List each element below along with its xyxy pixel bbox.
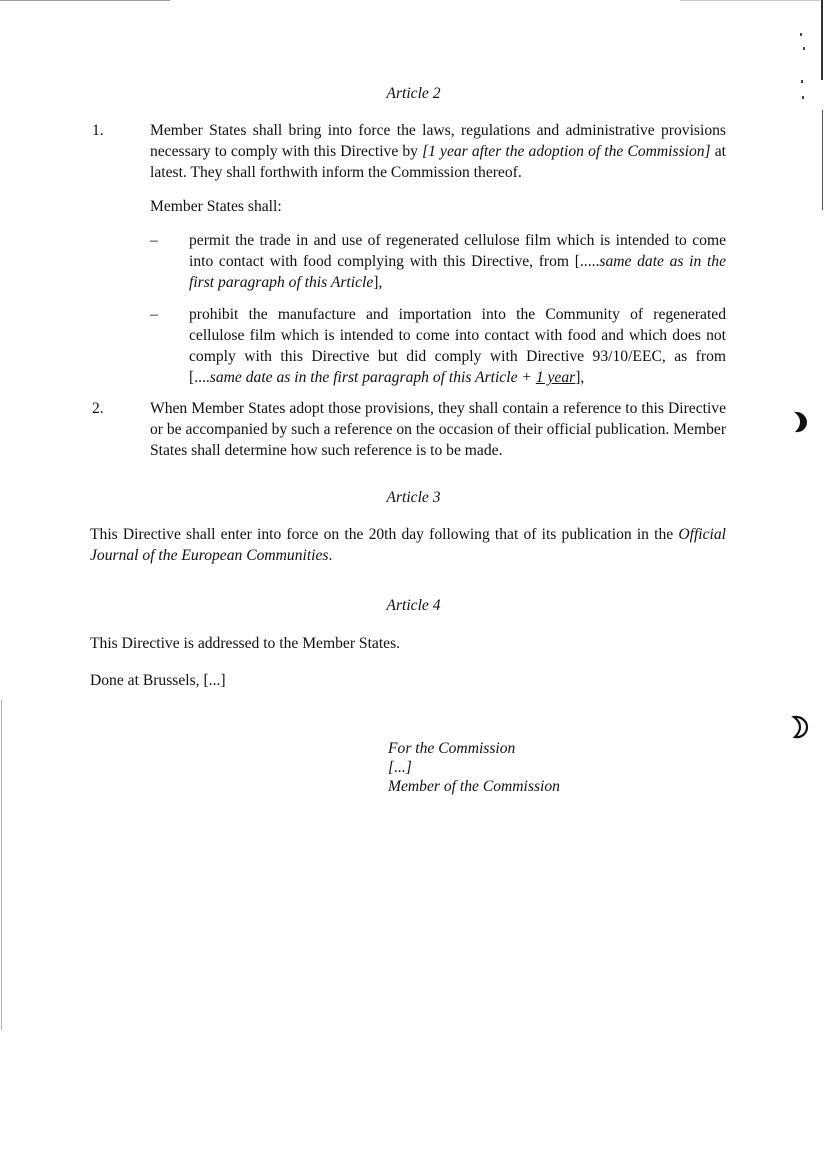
punch-hole-icon [788, 409, 810, 435]
scan-edge-left [1, 700, 2, 1030]
article-2-paragraph-2: When Member States adopt those provisions, they shall contain a reference to this Directive or be accompanied by such a reference on the occasion of their official publication. Member States shall determine how such reference is to be made. [150, 400, 727, 459]
signature-placeholder: [...] [388, 759, 412, 776]
article-2-bullet-1 [189, 230, 726, 293]
article-3-text-end: . [328, 547, 333, 564]
scan-speck [800, 33, 802, 36]
scan-edge-top [0, 0, 170, 1]
scan-speck [801, 80, 803, 83]
article-3-text: This Directive shall enter into force on the 20th day following that of its publication in the [90, 526, 679, 543]
bullet-dash: – [150, 232, 158, 249]
bullet-2-text: prohibit the manufacture and importation into the Community of regenerated cellulose film which is intended to come into contact with food and which does not comply with this Directive but did comply with Directive 93/10/EEC, as from [.... [189, 306, 726, 386]
article-2-paragraph-1 [150, 120, 726, 183]
paragraph-number-2: 2. [92, 400, 104, 417]
scan-speck [803, 47, 805, 50]
bullet-2-italic: same date as in the first paragraph of this Article + [209, 369, 536, 386]
paragraph-number-1: 1. [92, 122, 104, 139]
article-2-heading: Article 2 [386, 85, 441, 102]
bullet-2-underlined-period: 1 year [535, 369, 576, 386]
official-journal-title: Official Journal of the European Communities [90, 526, 726, 564]
article-2-bullet-2 [189, 304, 726, 388]
member-states-shall-intro: Member States shall: [150, 198, 282, 215]
article-3-paragraph [90, 524, 726, 566]
paragraph-1-text: Member States shall bring into force the laws, regulations and administrative provisions necessary to comply with this Directive by [150, 122, 726, 160]
article-3-heading: Article 3 [386, 489, 441, 506]
paragraph-1-deadline: [1 year after the adoption of the Commission] [422, 143, 711, 160]
signature-member-title: Member of the Commission [388, 778, 560, 795]
bullet-2-end: ], [575, 369, 585, 386]
bullet-1-end: ], [373, 274, 383, 291]
paragraph-1-text-end: at latest. They shall forthwith inform the Commission thereof. [150, 143, 726, 181]
bullet-dash: – [150, 306, 158, 323]
article-4-paragraph: This Directive is addressed to the Member States. [90, 635, 401, 652]
scan-edge-right-lower [822, 110, 823, 210]
article-4-heading: Article 4 [386, 597, 441, 614]
punch-hole-icon [788, 714, 810, 740]
bullet-1-italic: same date as in the first paragraph of this Article [189, 253, 726, 291]
bullet-1-text: permit the trade in and use of regenerated cellulose film which is intended to come into contact with food complying with this Directive, from [..... [189, 232, 726, 270]
done-at-brussels: Done at Brussels, [...] [90, 672, 226, 689]
scan-edge-right [821, 0, 823, 80]
scan-edge-top-right [680, 0, 820, 1]
signature-for-commission: For the Commission [388, 740, 516, 757]
